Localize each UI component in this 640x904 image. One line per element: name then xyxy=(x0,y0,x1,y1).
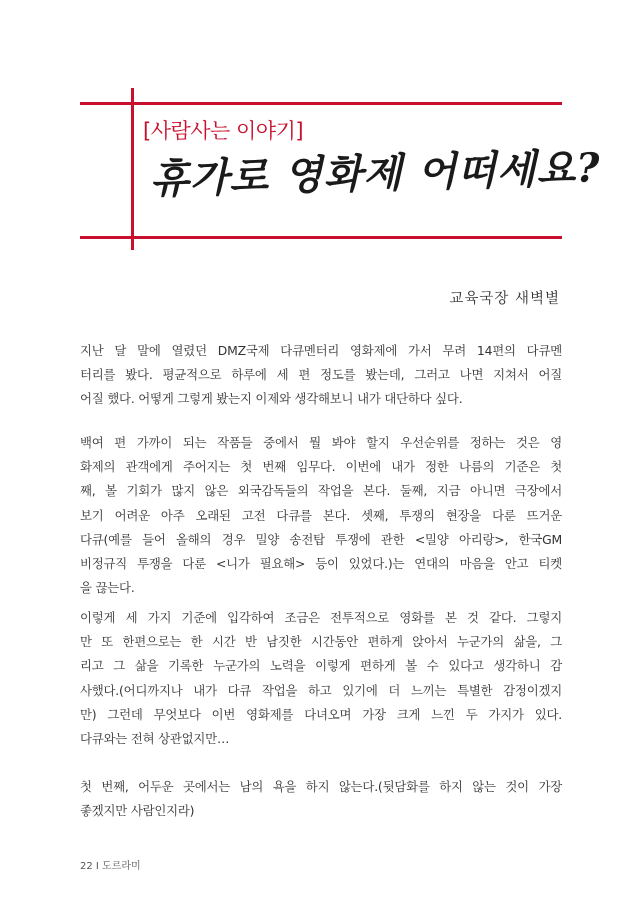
text-line: 보기 어려운 아주 오래된 고전 다큐를 본다. 셋째, 투쟁의 현장을 다룬 뜨거운 xyxy=(80,507,562,523)
text-line: 만 또 한편으로는 한 시간 반 남짓한 시간동안 편하게 앉아서 누군가의 삶을, 그 xyxy=(80,634,562,650)
series-label: [사람사는 이야기] xyxy=(143,119,304,143)
text-line: 이렇게 세 가지 기준에 입각하여 조금은 전투적으로 영화를 본 것 같다. 그렇지 xyxy=(80,610,562,625)
text-line: 터리를 봤다. 평균적으로 하루에 세 편 정도를 봤는데, 그러고 나면 지쳐서 어질 xyxy=(80,367,562,383)
text-line: 째, 볼 기회가 많지 않은 외국감독들의 작업을 본다. 둘째, 지금 아니면 극장에서 xyxy=(80,483,562,499)
page-title: 휴가로 영화제 어떠세요? xyxy=(149,144,602,203)
paragraph-4 xyxy=(80,775,562,823)
author-byline: 교육국장 새벽별 xyxy=(449,291,560,307)
paragraph-1 xyxy=(80,339,562,412)
paragraph-3 xyxy=(80,606,562,751)
paragraph-2 xyxy=(80,431,562,600)
page-footer: 22 I 도르라미 xyxy=(80,861,141,872)
header-rule-left xyxy=(131,88,134,250)
text-line: 사했다.(어디까지나 내가 다큐 작업을 하고 있기에 더 느끼는 특별한 감정이겠지 xyxy=(80,682,562,698)
text-line: 다큐(예를 들어 올해의 경우 밀양 송전탑 투쟁에 관한 <밀양 아리랑>, 한국GM xyxy=(80,531,562,547)
text-line: 좋겠지만 사람인지라) xyxy=(80,803,195,819)
text-line: 을 끊는다. xyxy=(80,580,135,596)
text-line: 지난 달 말에 열렸던 DMZ국제 다큐멘터리 영화제에 가서 무려 14편의 다큐멘 xyxy=(80,343,562,358)
text-line: 어질 했다. 어떻게 그렇게 봤는지 이제와 생각해보니 내가 대단하다 싶다. xyxy=(80,391,463,407)
text-line: 백여 편 가까이 되는 작품들 중에서 뭘 봐야 할지 우선순위를 정하는 것은 영 xyxy=(80,435,562,450)
text-line: 화제의 관객에게 주어지는 첫 번째 임무다. 이번에 내가 정한 나름의 기준은 첫 xyxy=(80,459,562,475)
text-line: 만) 그런데 무엇보다 이번 영화제를 다녀오며 가장 크게 느낀 두 가지가 있다. xyxy=(80,706,562,722)
text-line: 첫 번째, 어두운 곳에서는 남의 욕을 하지 않는다.(뒷담화를 하지 않는 것이 가장 xyxy=(80,779,562,794)
text-line: 비정규직 투쟁을 다룬 <니가 필요해> 등이 있었다.)는 연대의 마음을 안고 티켓 xyxy=(80,556,562,572)
text-line: 다큐와는 전혀 상관없지만… xyxy=(80,731,230,747)
header-rule-bottom xyxy=(80,236,562,239)
text-line: 리고 그 삶을 기록한 누군가의 노력을 이렇게 편하게 볼 수 있다고 생각하니 감 xyxy=(80,658,562,674)
header-rule-top xyxy=(80,102,562,105)
